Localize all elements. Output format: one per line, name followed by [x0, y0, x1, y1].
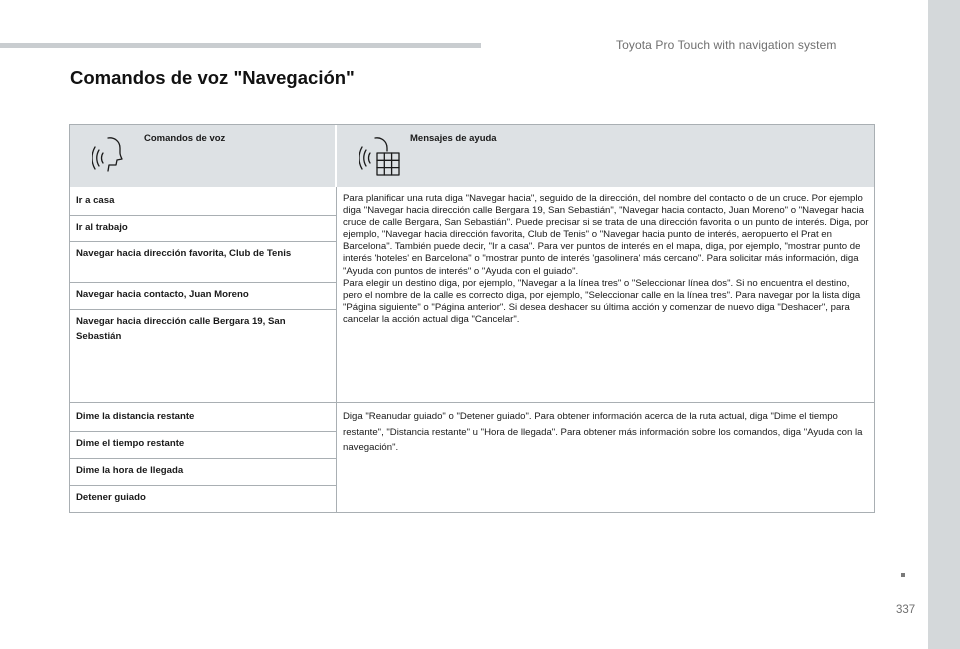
group-divider — [70, 402, 874, 403]
command-item: Dime el tiempo restante — [76, 438, 185, 449]
row-divider — [70, 485, 336, 486]
running-header: Toyota Pro Touch with navigation system — [616, 38, 837, 52]
side-margin-strip — [928, 0, 960, 649]
top-accent-bar — [0, 43, 481, 48]
page-number: 337 — [896, 604, 916, 616]
command-item: Dime la hora de llegada — [76, 465, 184, 476]
column-header-commands — [70, 125, 336, 187]
command-item: Ir al trabajo — [76, 222, 128, 233]
command-item: Dime la distancia restante — [76, 411, 195, 422]
row-divider — [70, 215, 336, 216]
column-divider — [336, 187, 337, 512]
page-title: Comandos de voz "Navegación" — [70, 67, 355, 88]
page-marker — [901, 573, 905, 577]
column-header-help — [337, 125, 874, 187]
command-item: Navegar hacia dirección favorita, Club de Tenis — [76, 248, 292, 259]
row-divider — [70, 458, 336, 459]
command-item: Detener guiado — [76, 492, 146, 503]
voice-commands-table — [69, 124, 875, 513]
row-divider — [70, 309, 336, 310]
help-paragraph: Para elegir un destino diga, por ejemplo, "Navegar a la línea tres" o "Seleccionar línea dos". Si no encuentra el destino, pero el nombre de la calle es correcto diga, por ejemplo, "Seleccionar calle en la línea tres". Para navegar por la lista diga "Página siguiente" o "Página anterior". Si desea deshacer su última acción y comenzar de nuevo diga "Deshacer", para cancelar la acción actual diga "Cancelar". — [343, 277, 861, 325]
row-divider — [70, 282, 336, 283]
help-text-planning — [343, 193, 869, 326]
voice-help-grid-icon — [359, 135, 405, 182]
help-paragraph: Para planificar una ruta diga "Navegar hacia", seguido de la dirección, del nombre del contacto o de un cruce. Por ejemplo diga "Navegar hacia dirección calle Bergara 19, San Sebastián", "Navegar hacia contacto, Juan Moreno" o "Navegar hacia cruce de calle Bergara, San Sebastián". Puede precisar si se trata de una dirección favorita o un punto de interés. Diga, por ejemplo, "Navegar hacia dirección favorita, Club de Tenis" o "Navegar hacia punto de interés, aeropuerto el Prat en Barcelona". También puede decir, "Ir a casa". Para ver puntos de interés en el mapa, diga, por ejemplo, "mostrar punto de interés 'hoteles' en Barcelona" o "mostrar punto de interés 'gasolinera' más cercano". Para solicitar más información, diga "Ayuda con puntos de interés" o "Ayuda con el guiado". — [343, 193, 869, 277]
command-item: Navegar hacia dirección calle Bergara 19, San Sebastián — [76, 316, 286, 342]
row-divider — [70, 431, 336, 432]
voice-command-icon — [92, 135, 128, 180]
help-text-guidance: Diga "Reanudar guiado" o "Detener guiado". Para obtener información acerca de la ruta actual, diga "Dime el tiempo restante", "Distancia restante" u "Hora de llegada". Para obtener más información sobre los comandos, diga "Ayuda con la navegación". — [343, 411, 863, 453]
column-header-help-label: Mensajes de ayuda — [410, 133, 497, 144]
command-item: Ir a casa — [76, 195, 115, 206]
row-divider — [70, 241, 336, 242]
column-header-commands-label: Comandos de voz — [144, 133, 226, 144]
command-item: Navegar hacia contacto, Juan Moreno — [76, 289, 249, 300]
